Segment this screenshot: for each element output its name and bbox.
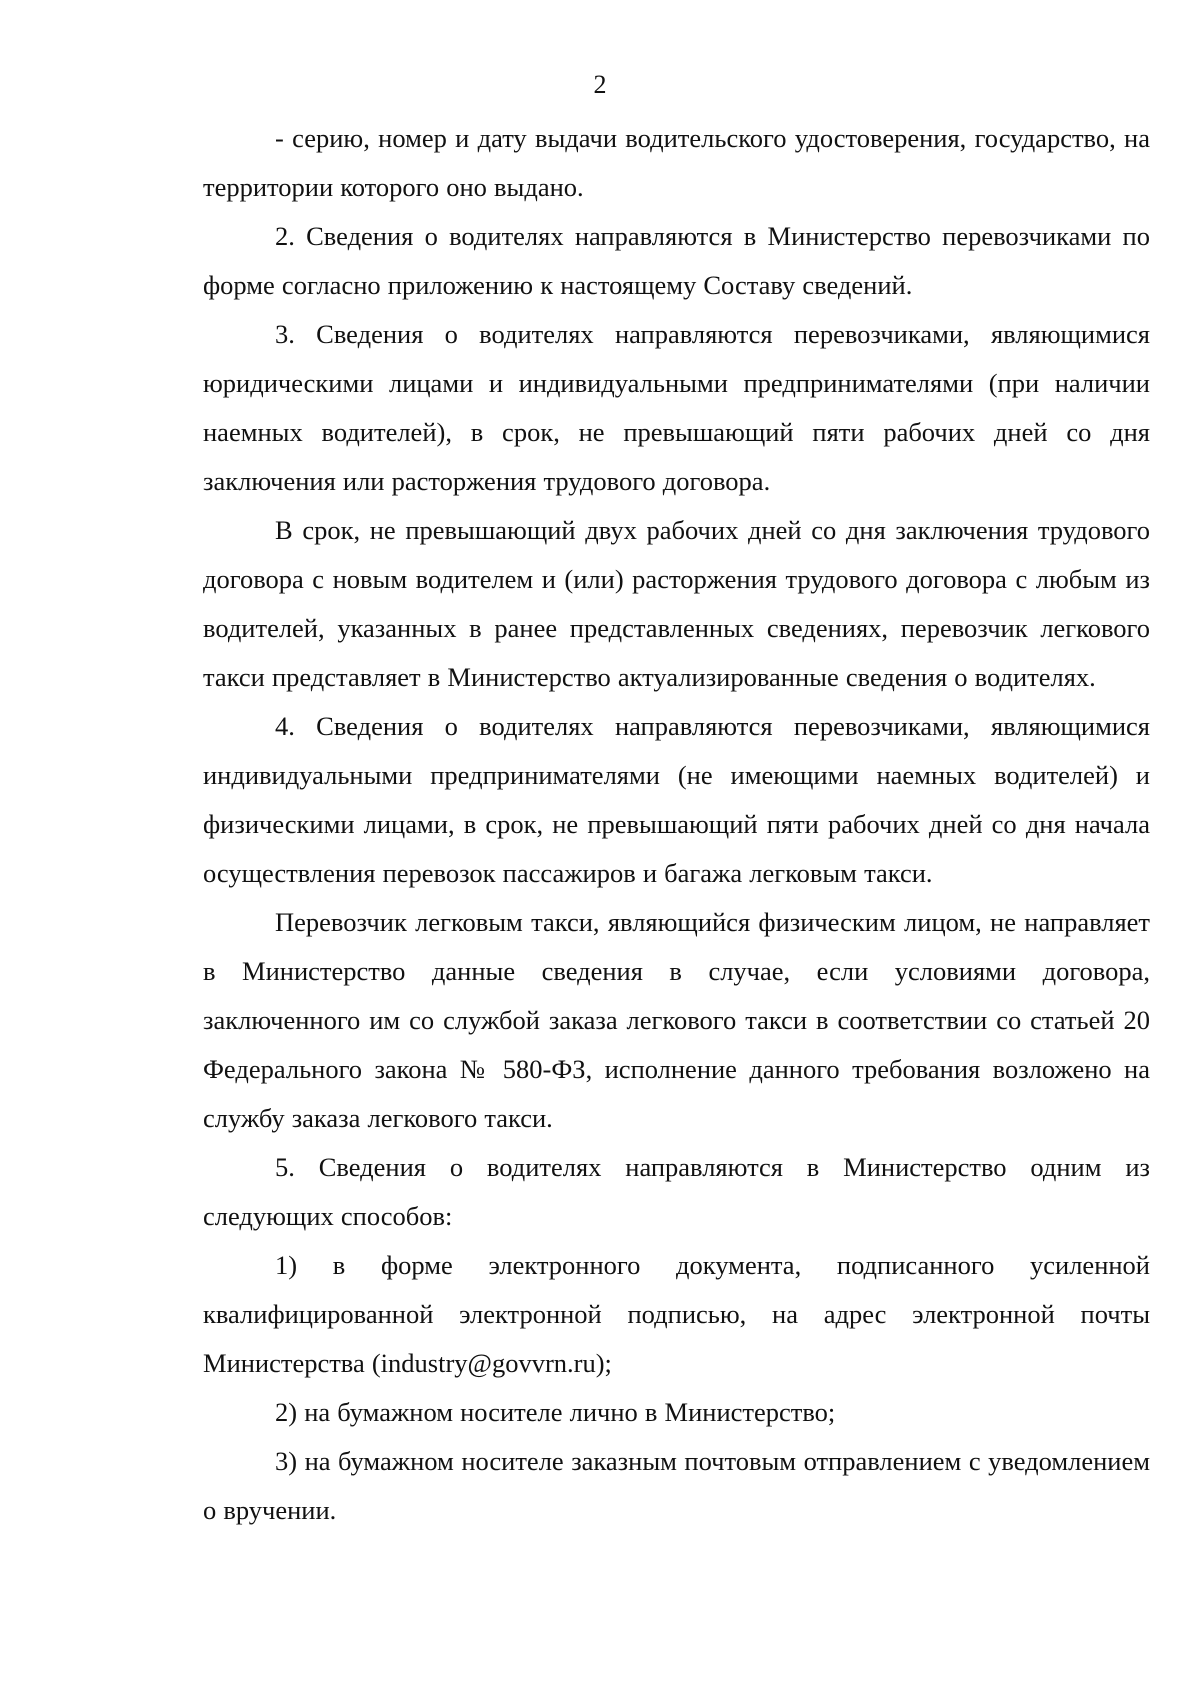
paragraph-driver-license-details: - серию, номер и дату выдачи водительского удостоверения, государство, на территории которого оно выдано. [203, 123, 1150, 202]
paragraph-clause-3-update-deadline: В срок, не превышающий двух рабочих дней со дня заключения трудового договора с новым водителем и (или) расторжения трудового договора с любым из водителей, указанных в ранее представленных сведениях, перевозчик легкового такси представляет в Министерство актуализированные сведения о водителях. [203, 515, 1150, 692]
document-body [203, 114, 1150, 1535]
paragraph-clause-4-exception: Перевозчик легковым такси, являющийся физическим лицом, не направляет в Министерство данные сведения в случае, если условиями договора, заключенного им со службой заказа легкового такси в соответствии со статьей 20 Федерального закона № 580-ФЗ, исполнение данного требования возложено на службу заказа легкового такси. [203, 907, 1150, 1133]
paragraph-clause-3: 3. Сведения о водителях направляются перевозчиками, являющимися юридическими лицами и индивидуальными предпринимателями (при наличии наемных водителей), в срок, не превышающий пяти рабочих дней со дня заключения или расторжения трудового договора. [203, 319, 1150, 496]
paragraph-clause-2: 2. Сведения о водителях направляются в Министерство перевозчиками по форме согласно приложению к настоящему Составу сведений. [203, 221, 1150, 300]
paragraph-clause-4: 4. Сведения о водителях направляются перевозчиками, являющимися индивидуальными предпринимателями (не имеющими наемных водителей) и физическими лицами, в срок, не превышающий пяти рабочих дней со дня начала осуществления перевозок пассажиров и багажа легковым такси. [203, 711, 1150, 888]
list-item-registered-mail: 3) на бумажном носителе заказным почтовым отправлением с уведомлением о вручении. [203, 1446, 1150, 1525]
list-item-paper-in-person: 2) на бумажном носителе лично в Министерство; [275, 1397, 836, 1427]
list-item-electronic-document: 1) в форме электронного документа, подписанного усиленной квалифицированной электронной подписью, на адрес электронной почты Министерства (industry@govvrn.ru); [203, 1250, 1150, 1378]
paragraph-clause-5: 5. Сведения о водителях направляются в Министерство одним из следующих способов: [203, 1152, 1150, 1231]
page-number: 2 [593, 70, 607, 99]
